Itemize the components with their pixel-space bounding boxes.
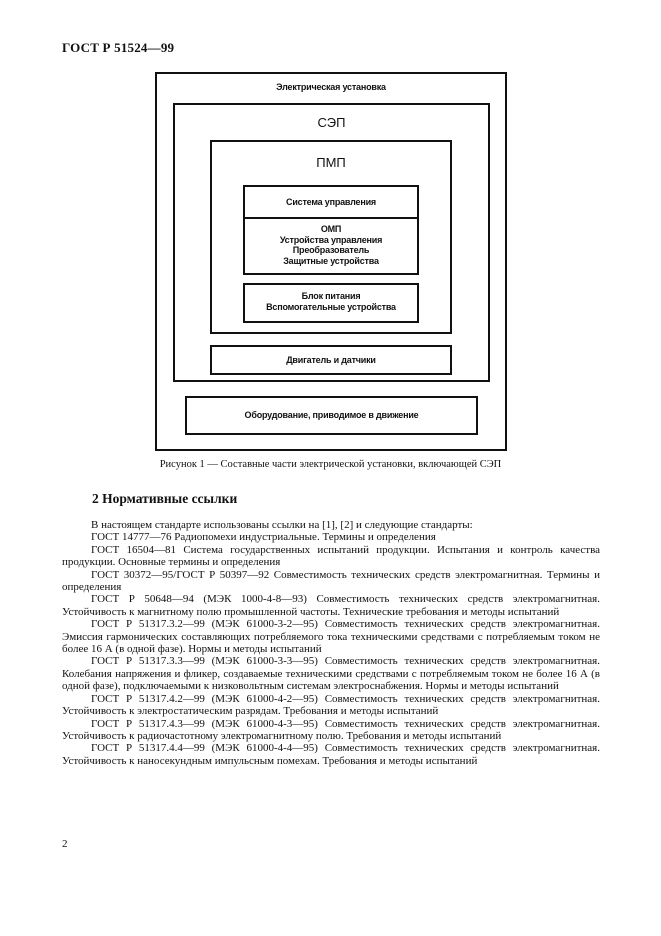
core-components-text xyxy=(245,224,417,266)
reference-paragraph: ГОСТ 30372—95/ГОСТ Р 50397—92 Совместимость технических средств электромагнитная. Термины и определения xyxy=(62,568,600,594)
reference-paragraph: ГОСТ Р 51317.4.3—99 (МЭК 61000-4-3—95) Совместимость технических средств электромагнитная. Устойчивость к радиочастотному электромагнитному полю. Требования и методы испытаний xyxy=(62,717,600,742)
driven-equipment-box xyxy=(185,396,478,435)
core-line-protection: Защитные устройства xyxy=(283,255,379,266)
references-body xyxy=(62,519,600,767)
document-header: ГОСТ Р 51524—99 xyxy=(62,40,175,55)
reference-paragraph: ГОСТ 16504—81 Система государственных испытаний продукции. Испытания и контроль качества продукции. Основные термины и определения xyxy=(62,543,600,569)
section-title: 2 Нормативные ссылки xyxy=(92,491,238,506)
reference-paragraph: ГОСТ Р 50648—94 (МЭК 1000-4-8—93) Совместимость технических средств электромагнитная. Устойчивость к магнитному полю промышленной частоты. Технические требования и методы испытаний xyxy=(62,593,600,618)
motor-sensors-box xyxy=(210,345,452,375)
driven-equipment-label: Оборудование, приводимое в движение xyxy=(244,410,419,420)
power-line-aux: Вспомогательные устройства xyxy=(266,301,396,312)
control-system-box xyxy=(243,185,419,275)
figure-caption: Рисунок 1 — Составные части электрической установки, включающей СЭП xyxy=(159,459,502,470)
reference-paragraph: ГОСТ Р 51317.4.4—99 (МЭК 61000-4-4—95) Совместимость технических средств электромагнитная. Устойчивость к наносекундным импульсным помехам. Требования и методы испытаний xyxy=(62,742,600,767)
power-line-supply: Блок питания xyxy=(301,291,361,301)
reference-paragraph: В настоящем стандарте использованы ссылки на [1], [2] и следующие стандарты: xyxy=(91,519,473,531)
core-line-omp: ОМП xyxy=(320,224,342,234)
pmp-label: ПМП xyxy=(316,155,346,170)
power-supply-text xyxy=(245,291,417,312)
core-line-control-devices: Устройства управления xyxy=(279,234,383,245)
reference-paragraph: ГОСТ Р 51317.3.3—99 (МЭК 61000-3-3—95) Совместимость технических средств электромагнитная. Колебания напряжения и фликер, создаваемые техническими средствами с потребляемым током не более 16 А (в одной фазе), подключаемыми к низковольтным системам электроснабжения. Нормы и методы испытаний xyxy=(62,655,600,693)
core-line-converter: Преобразователь xyxy=(292,245,370,255)
power-supply-box xyxy=(243,283,419,323)
motor-sensors-label: Двигатель и датчики xyxy=(286,355,376,365)
control-system-label: Система управления xyxy=(286,197,376,207)
page-number: 2 xyxy=(62,838,68,850)
reference-paragraph: ГОСТ Р 51317.4.2—99 (МЭК 61000-4-2—95) Совместимость технических средств электромагнитная. Устойчивость к электростатическим разрядам. Требования и методы испытаний xyxy=(62,692,600,718)
control-system-divider xyxy=(245,217,417,219)
reference-paragraph: ГОСТ 14777—76 Радиопомехи индустриальные. Термины и определения xyxy=(91,531,436,544)
sep-label: СЭП xyxy=(317,115,346,130)
reference-paragraph: ГОСТ Р 51317.3.2—99 (МЭК 61000-3-2—95) Совместимость технических средств электромагнитная. Эмиссия гармонических составляющих потребляемого тока техническими средствами с потребляемым током не более 16 А (в одной фазе). Нормы и методы испытаний xyxy=(62,618,600,656)
electrical-installation-label: Электрическая установка xyxy=(276,82,386,92)
